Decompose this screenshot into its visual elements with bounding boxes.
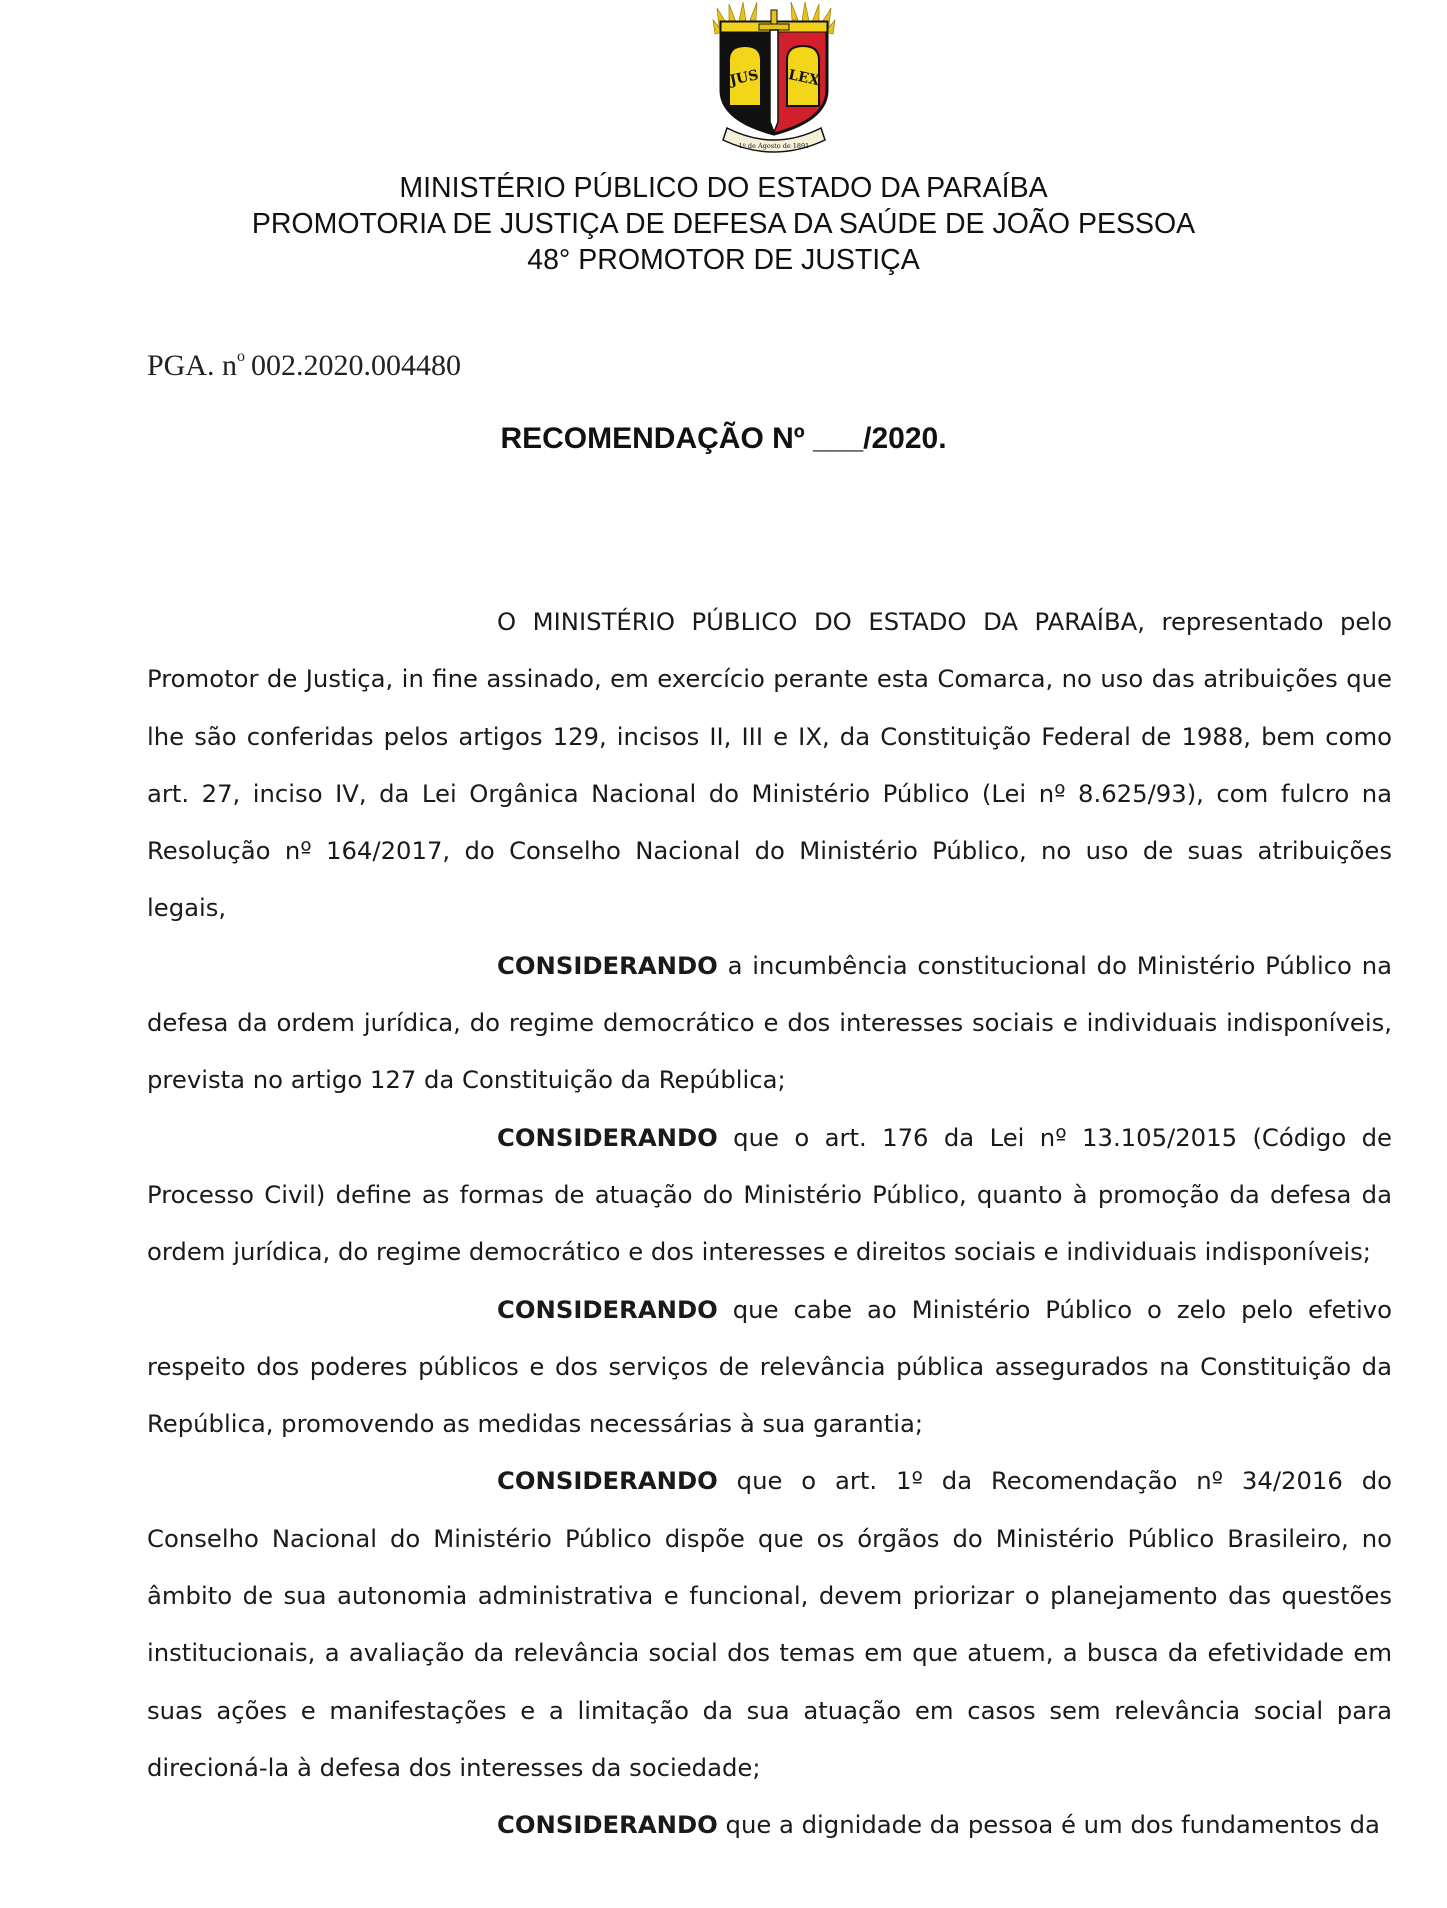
document-title: RECOMENDAÇÃO Nº ___/2020. (500, 422, 947, 455)
paragraph-preamble: O MINISTÉRIO PÚBLICO DO ESTADO DA PARAÍBA, representado pelo Promotor de Justiça, in fine assinado, em exercício perante esta Comarca, no uso das atribuições que lhe são conferidas pelos artigos 129, incisos II, III e IX, da Constituição Federal de 1988, bem como art. 27, inciso IV, da Lei Orgânica Nacional do Ministério Público (Lei nº 8.625/93), com fulcro na Resolução nº 164/2017, do Conselho Nacional do Ministério Público, no uso de suas atribuições legais, (147, 607, 1392, 923)
seal-lex-text: LEX (786, 66, 821, 90)
paragraph-considering-4 (147, 1452, 1392, 1796)
paragraph-considering-5 (147, 1796, 1392, 1853)
seal-jus-text: JUS (728, 67, 760, 89)
document-header (0, 170, 1447, 278)
considering-text: a incumbência constitucional do Ministério Público na defesa da ordem jurídica, do regime democrático e dos interesses sociais e individuais indisponíveis, prevista no artigo 127 da Constituição da República; (147, 950, 1392, 1095)
header-promoter: 48° PROMOTOR DE JUSTIÇA (527, 244, 920, 276)
procedure-number (147, 348, 461, 383)
considering-keyword: CONSIDERANDO (497, 950, 718, 980)
pga-ordinal: o (237, 348, 246, 365)
considering-text: que cabe ao Ministério Público o zelo pelo efetivo respeito dos poderes públicos e dos serviços de relevância pública assegurados na Constituição da República, promovendo as medidas necessárias à sua garantia; (147, 1294, 1392, 1439)
considering-keyword: CONSIDERANDO (497, 1810, 718, 1840)
coat-of-arms-seal (709, 2, 839, 162)
considering-keyword: CONSIDERANDO (497, 1122, 718, 1152)
considering-text: que o art. 1º da Recomendação nº 34/2016 do Conselho Nacional do Ministério Público dispõe que os órgãos do Ministério Público Brasileiro, no âmbito de sua autonomia administrativa e funcional, devem priorizar o planejamento das questões institucionais, a avaliação da relevância social dos temas em que atuem, a busca da efetividade em suas ações e manifestações e a limitação da sua atuação em casos sem relevância social para direcioná-la à defesa dos interesses da sociedade; (147, 1466, 1392, 1782)
pga-prefix: PGA. n (147, 349, 238, 382)
seal-ribbon-text: 1º de Agosto de 1891 (738, 142, 810, 150)
considering-keyword: CONSIDERANDO (497, 1466, 718, 1496)
header-office: PROMOTORIA DE JUSTIÇA DE DEFESA DA SAÚDE DE JOÃO PESSOA (251, 208, 1196, 240)
considering-keyword: CONSIDERANDO (497, 1294, 718, 1324)
document-body (147, 593, 1392, 1854)
considering-text: que a dignidade da pessoa é um dos fundamentos da (717, 1810, 1380, 1840)
pga-number: 002.2020.004480 (251, 349, 462, 382)
paragraph-considering-2 (147, 1109, 1392, 1281)
considering-text: que o art. 176 da Lei nº 13.105/2015 (Código de Processo Civil) define as formas de atuação do Ministério Público, quanto à promoção da defesa da ordem jurídica, do regime democrático e dos interesses e direitos sociais e individuais indisponíveis; (147, 1122, 1392, 1267)
header-institution: MINISTÉRIO PÚBLICO DO ESTADO DA PARAÍBA (399, 172, 1048, 204)
paragraph-considering-3 (147, 1281, 1392, 1453)
paragraph-considering-1 (147, 937, 1392, 1109)
